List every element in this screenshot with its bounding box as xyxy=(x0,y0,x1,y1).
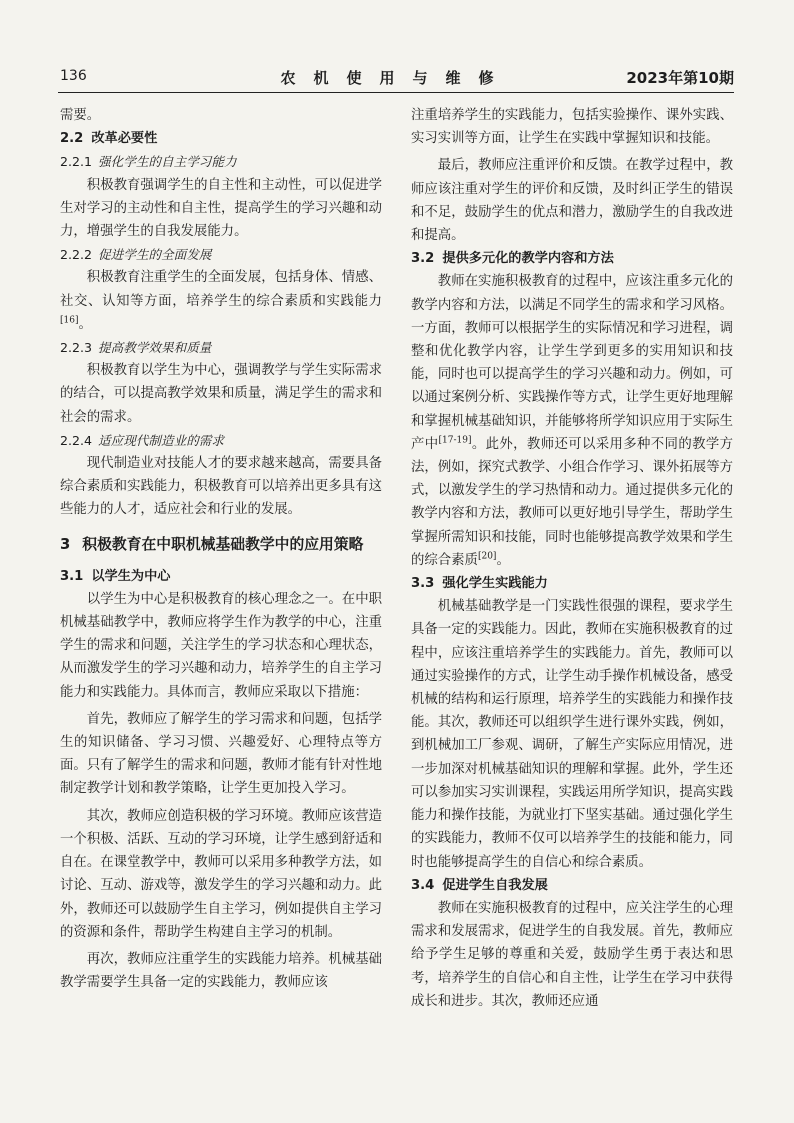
section-heading-2-2-1: 2.2.1 强化学生的自主学习能力 xyxy=(60,154,237,170)
right-column xyxy=(411,104,733,1013)
section-heading-2-2-2: 2.2.2 促进学生的全面发展 xyxy=(60,247,212,263)
paragraph: 最后，教师应注重评价和反馈。在教学过程中，教师应该注重对学生的评价和反馈，及时纠正学生的错误和不足，鼓励学生的优点和潜力，激励学生的自我改进和提高。 xyxy=(411,158,733,244)
page-number: 136 xyxy=(60,68,87,84)
section-heading-3: 3 积极教育在中职机械基础教学中的应用策略 xyxy=(60,535,364,553)
paragraph: 教师在实施积极教育的过程中，应关注学生的心理需求和发展需求，促进学生的自我发展。首先，教师应给予学生足够的尊重和关爱，鼓励学生勇于表达和思考，培养学生的自信心和自主性，让学生在学习中获得成长和进步。其次，教师还应通 xyxy=(411,900,733,1009)
paragraph: 积极教育注重学生的全面发展，包括身体、情感、社交、认知等方面，培养学生的综合素质和实践能力[16]。 xyxy=(60,270,382,332)
section-heading-3-1: 3.1 以学生为中心 xyxy=(60,568,171,584)
section-heading-3-4: 3.4 促进学生自我发展 xyxy=(411,877,548,893)
paragraph: 以学生为中心是积极教育的核心理念之一。在中职机械基础教学中，教师应将学生作为教学的中心，注重学生的需求和问题，关注学生的学习状态和心理状态，从而激发学生的学习兴趣和动力，培养学生的自主学习能力和实践能力。具体而言，教师应采取以下措施： xyxy=(60,591,382,700)
section-heading-3-2: 3.2 提供多元化的教学内容和方法 xyxy=(411,251,614,267)
paragraph: 首先，教师应了解学生的学习需求和问题，包括学生的知识储备、学习习惯、兴趣爱好、心理特点等方面。只有了解学生的需求和问题，教师才能有针对性地制定教学计划和教学策略，让学生更加投入学习。 xyxy=(60,711,382,797)
citation: [17-19] xyxy=(438,435,472,446)
paragraph: 教师在实施积极教育的过程中，应该注重多元化的教学内容和方法，以满足不同学生的需求和学习风格。一方面，教师可以根据学生的实际情况和学习进程，调整和优化教学内容，让学生学到更多的实用知识和技能，同时也可以提高学生的学习兴趣和动力。例如，可以通过案例分析、实践操作等方式，让学生更好地理解和掌握机械基础知识，并能够将所学知识应用于实际生产中[17-19]。此外，教师还可以采用多种不同的教学方法，例如，探究式教学、小组合作学习、课外拓展等方式，以激发学生的学习热情和动力。通过提供多元化的教学内容和方法，教师可以更好地引导学生，帮助学生掌握所需知识和技能，同时也能够提高教学效果和学生的综合素质[20]。 xyxy=(411,274,734,568)
paragraph: 积极教育以学生为中心，强调教学与学生实际需求的结合，可以提高教学效果和质量，满足学生的需求和社会的需求。 xyxy=(60,363,382,425)
citation: [16] xyxy=(60,315,79,326)
section-heading-2-2-3: 2.2.3 提高教学效果和质量 xyxy=(60,340,212,356)
paragraph: 机械基础教学是一门实践性很强的课程，要求学生具备一定的实践能力。因此，教师在实施积极教育的过程中，应该注重培养学生的实践能力。首先，教师可以通过实验操作的方式，让学生动手操作机械设备，感受机械的结构和运行原理，培养学生的实践能力和操作技能。其次，教师还可以组织学生进行课外实践，例如，到机械加工厂参观、调研，了解生产实际应用情况，进一步加深对机械基础知识的理解和掌握。此外，学生还可以参加实习实训课程，实践运用所学知识，提高实践能力和操作技能，为就业打下坚实基础。通过强化学生的实践能力，教师不仅可以培养学生的技能和能力，同时也能够提高学生的自信心和综合素质。 xyxy=(411,599,733,870)
paragraph: 现代制造业对技能人才的要求越来越高，需要具备综合素质和实践能力，积极教育可以培养出更多具有这些能力的人才，适应社会和行业的发展。 xyxy=(60,456,382,518)
paragraph: 其次，教师应创造积极的学习环境。教师应该营造一个积极、活跃、互动的学习环境，让学生感到舒适和自在。在课堂教学中，教师可以采用多种教学方法，如讨论、互动、游戏等，激发学生的学习兴趣和动力。此外，教师还可以鼓励学生自主学习，例如提供自主学习的资源和条件，帮助学生构建自主学习的机制。 xyxy=(60,808,382,940)
running-header xyxy=(58,66,734,93)
paragraph: 需要。 xyxy=(60,108,101,123)
issue-label: 2023年第10期 xyxy=(626,69,734,87)
left-column xyxy=(60,104,382,994)
citation: [20] xyxy=(477,551,497,562)
paragraph: 积极教育强调学生的自主性和主动性，可以促进学生对学习的主动性和自主性，提高学生的学习兴趣和动力，增强学生的自我发展能力。 xyxy=(60,177,382,240)
paragraph: 注重培养学生的实践能力，包括实验操作、课外实践、实习实训等方面，让学生在实践中掌握知识和技能。 xyxy=(411,108,733,147)
journal-title: 农机使用与维修 xyxy=(280,69,512,87)
section-heading-2-2-4: 2.2.4 适应现代制造业的需求 xyxy=(60,432,224,448)
section-heading-3-3: 3.3 强化学生实践能力 xyxy=(411,576,548,592)
section-heading-2-2: 2.2 改革必要性 xyxy=(60,131,158,147)
paragraph: 再次，教师应注重学生的实践能力培养。机械基础教学需要学生具备一定的实践能力，教师应该 xyxy=(60,951,382,991)
